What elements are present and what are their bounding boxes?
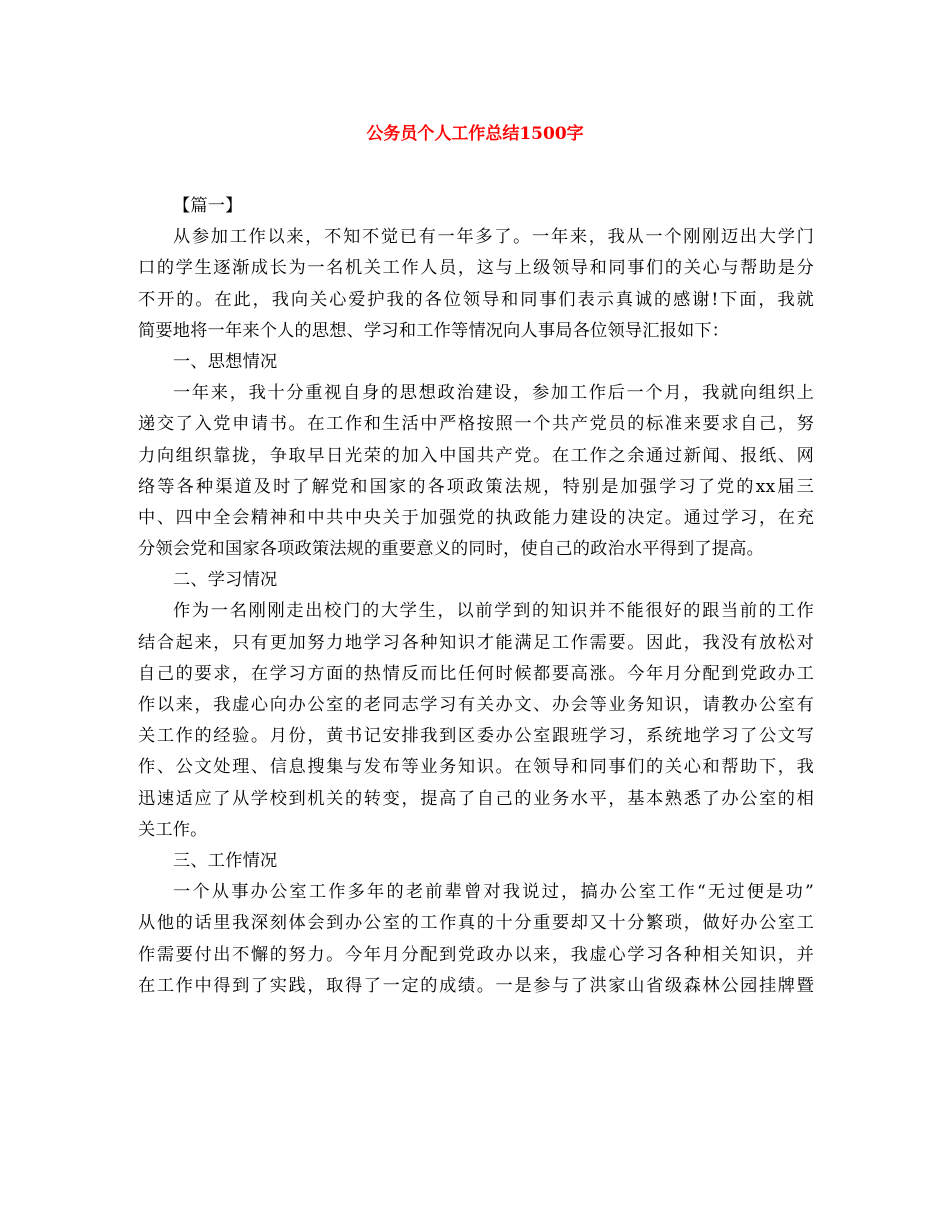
paragraph-line: 力向组织靠拢，争取早日光荣的加入中国共产党。在工作之余通过新闻、报纸、网 (138, 445, 814, 466)
paragraph-line: 一个从事办公室工作多年的老前辈曾对我说过，搞办公室工作“无过便是功” (173, 882, 814, 903)
paragraph-line: 一年来，我十分重视自身的思想政治建设，参加工作后一个月，我就向组织上 (173, 383, 814, 404)
paragraph-line: 从他的话里我深刻体会到办公室的工作真的十分重要却又十分繁琐，做好办公室工 (138, 913, 814, 934)
document-body (138, 191, 814, 1002)
section-heading: 一、思想情况 (173, 351, 278, 372)
section-tag: 【篇一】 (173, 196, 243, 216)
paragraph-line: 简要地将一年来个人的思想、学习和工作等情况向人事局各位领导汇报如下： (138, 320, 730, 341)
document-title: 公务员个人工作总结1500字 (366, 124, 584, 144)
paragraph-line: 口的学生逐渐成长为一名机关工作人员，这与上级领导和同事们的关心与帮助是分 (138, 258, 814, 279)
paragraph-line: 从参加工作以来，不知不觉已有一年多了。一年来，我从一个刚刚迈出大学门 (173, 227, 814, 248)
section-heading: 二、学习情况 (173, 570, 278, 591)
paragraph-line: 中、四中全会精神和中共中央关于加强党的执政能力建设的决定。通过学习，在充 (138, 507, 814, 528)
paragraph-line: 在工作中得到了实践，取得了一定的成绩。一是参与了洪家山省级森林公园挂牌暨 (138, 975, 814, 996)
paragraph-line: 作为一名刚刚走出校门的大学生，以前学到的知识并不能很好的跟当前的工作 (173, 601, 814, 622)
paragraph-line: 结合起来，只有更加努力地学习各种知识才能满足工作需要。因此，我没有放松对 (138, 632, 814, 653)
paragraph-line: 分领会党和国家各项政策法规的重要意义的同时，使自己的政治水平得到了提高。 (138, 539, 764, 560)
paragraph-line: 自己的要求，在学习方面的热情反而比任何时候都要高涨。今年月分配到党政办工 (138, 663, 814, 684)
paragraph-line: 不开的。在此，我向关心爱护我的各位领导和同事们表示真诚的感谢!下面，我就 (138, 289, 814, 310)
section-heading: 三、工作情况 (173, 850, 278, 871)
paragraph-line: 络等各种渠道及时了解党和国家的各项政策法规，特别是加强学习了党的xx届三 (138, 476, 814, 497)
paragraph-line: 作以来，我虚心向办公室的老同志学习有关办文、办会等业务知识，请教办公室有 (138, 695, 814, 715)
paragraph-line: 作、公文处理、信息搜集与发布等业务知识。在领导和同事们的关心和帮助下，我 (138, 757, 814, 778)
paragraph-line: 关工作的经验。月份，黄书记安排我到区委办公室跟班学习，系统地学习了公文写 (138, 726, 814, 747)
paragraph-line: 关工作。 (138, 819, 208, 840)
paragraph-line: 迅速适应了从学校到机关的转变，提高了自己的业务水平，基本熟悉了办公室的相 (138, 788, 814, 809)
paragraph-line: 作需要付出不懈的努力。今年月分配到党政办以来，我虚心学习各种相关知识，并 (138, 944, 814, 965)
paragraph-line: 递交了入党申请书。在工作和生活中严格按照一个共产党员的标准来要求自己，努 (138, 414, 814, 435)
